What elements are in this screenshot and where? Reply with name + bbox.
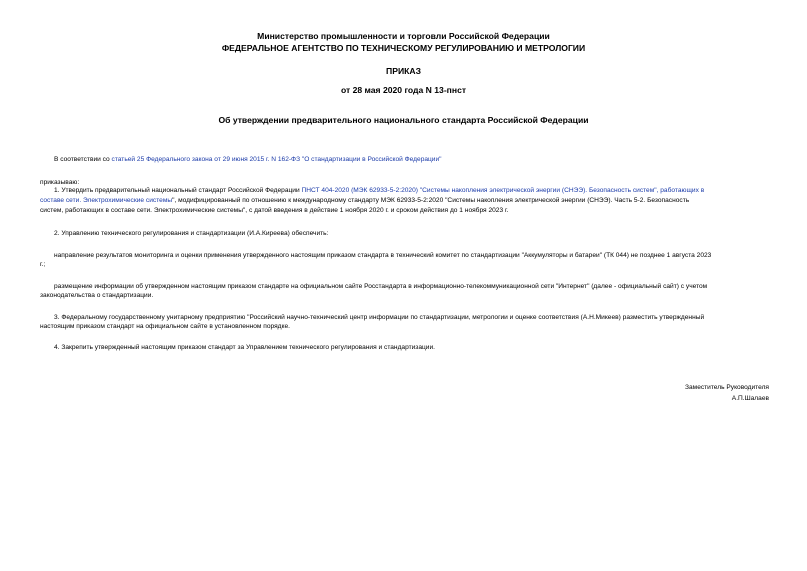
order-word: приказываю:: [40, 179, 80, 186]
item1-prefix: 1. Утвердить предварительный национальный стандарт Российской Федерации: [54, 187, 302, 194]
item2a-line1: направление результатов мониторинга и оценки применения утвержденного настоящим приказом стандарта в технический комитет по стандартизации "Аккумуляторы и батареи" (ТК 044) не позднее 1 августа 2023: [54, 252, 712, 259]
law-link[interactable]: статьей 25 Федерального закона от 29 июня 2015 г. N 162-ФЗ "О стандартизации в Российской Федерации": [111, 156, 442, 163]
item1-line1: [40, 186, 771, 196]
doc-type: ПРИКАЗ: [386, 66, 421, 76]
doc-title: Об утверждении предварительного национального стандарта Российской Федерации: [218, 115, 589, 125]
item1-line3: систем, работающих в составе сети. Электрохимические системы", с датой введения в действие 1 ноября 2020 г. и сроком действия до 1 ноября 2023 г.: [40, 207, 509, 214]
preamble-prefix: В соответствии со: [54, 156, 112, 163]
item2b-line1: размещение информации об утвержденном настоящим приказом стандарте на официальном сайте Росстандарта в информационно-телекоммуникационной сети "Интернет" (далее - официальный сайт) с учетом: [54, 283, 708, 290]
item2b-line2: законодательства о стандартизации.: [40, 292, 154, 299]
agency-name: ФЕДЕРАЛЬНОЕ АГЕНТСТВО ПО ТЕХНИЧЕСКОМУ РЕГУЛИРОВАНИЮ И МЕТРОЛОГИИ: [221, 43, 586, 53]
standard-link[interactable]: ПНСТ 404-2020 (МЭК 62933-5-2:2020) "Системы накопления электрической энергии (СНЭЭ). Безопасность систем", работающих в: [301, 187, 705, 194]
standard-link-cont[interactable]: составе сети. Электрохимические системы: [40, 197, 173, 204]
doc-date-number: от 28 мая 2020 года N 13-пнст: [340, 85, 467, 95]
item2a-line2: г.;: [40, 261, 46, 268]
signature-position: Заместитель Руководителя: [685, 384, 769, 391]
item1-line2: [40, 196, 771, 206]
signature-name: А.П.Шалаев: [731, 395, 769, 402]
item3-line2: настоящим приказом стандарт на официальном сайте в установленном порядке.: [40, 323, 290, 330]
item1-rest: ", модифицированный по отношению к международному стандарту МЭК 62933-5-2:2020 "Системы накопления электрической энергии (СНЭЭ). Часть 5-2. Безопасность: [172, 197, 690, 204]
item2: 2. Управлению технического регулирования и стандартизации (И.А.Киреева) обеспечить:: [54, 230, 329, 237]
item4: 4. Закрепить утвержденный настоящим приказом стандарт за Управлением технического регулирования и стандартизации.: [54, 344, 435, 351]
ministry-name: Министерство промышленности и торговли Российской Федерации: [257, 31, 550, 41]
item3-line1: 3. Федеральному государственному унитарному предприятию "Российский научно-технический центр информации по стандартизации, метрологии и оценке соответствия (А.Н.Микеев) разместить утвержденный: [54, 314, 705, 321]
preamble: [40, 155, 771, 165]
